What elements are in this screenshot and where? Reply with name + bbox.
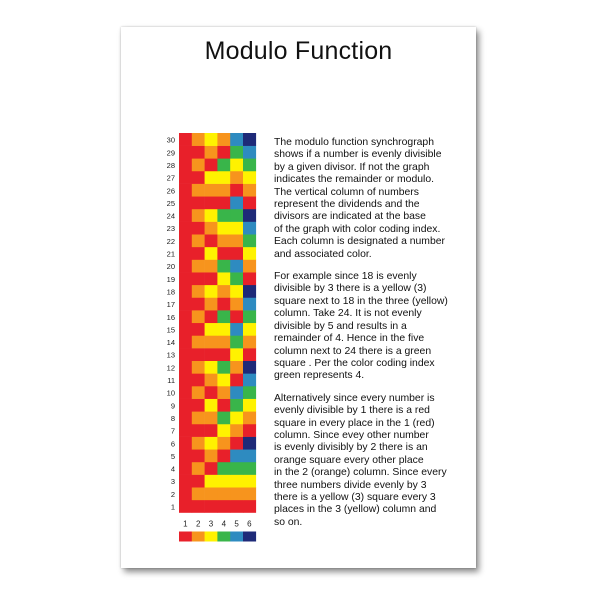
grid-cell (230, 260, 243, 273)
grid-cell (217, 209, 230, 222)
grid-cell (179, 424, 192, 437)
row-label: 12 (166, 363, 175, 373)
grid-cell (217, 487, 230, 500)
grid-cell (217, 234, 230, 247)
grid-cell (179, 133, 192, 146)
grid-cell (179, 437, 192, 450)
grid-cell (243, 222, 256, 235)
row-label: 19 (166, 274, 175, 284)
grid-cell (205, 297, 218, 310)
grid-cell (179, 297, 192, 310)
row-label: 8 (170, 413, 175, 423)
color-index-swatch (243, 532, 256, 542)
grid-cell (179, 335, 192, 348)
grid-cell (230, 234, 243, 247)
description-text (274, 137, 474, 539)
row-label: 1 (170, 502, 175, 512)
grid-cell (192, 247, 205, 260)
grid-cell (179, 272, 192, 285)
grid-cell (217, 386, 230, 399)
grid-cell (243, 399, 256, 412)
grid-cell (217, 310, 230, 323)
grid-cell (179, 475, 192, 488)
grid-cell (243, 297, 256, 310)
row-label: 7 (170, 426, 175, 436)
grid-cell (179, 462, 192, 475)
grid-cell (179, 386, 192, 399)
grid-cell (205, 272, 218, 285)
row-label: 2 (170, 489, 175, 499)
grid-cell (192, 449, 205, 462)
grid-cell (205, 146, 218, 159)
page-title: Modulo Function (204, 37, 393, 65)
column-label: 2 (195, 519, 201, 529)
grid-cell (179, 361, 192, 374)
grid-cell (217, 348, 230, 361)
grid-cell (243, 171, 256, 184)
row-label: 28 (166, 160, 175, 170)
grid-cell (230, 500, 243, 513)
grid-cell (179, 196, 192, 209)
grid-cell (230, 449, 243, 462)
row-label: 10 (166, 388, 175, 398)
grid-cell (217, 437, 230, 450)
color-index-swatch (230, 532, 243, 542)
grid-cell (192, 297, 205, 310)
grid-cell (192, 171, 205, 184)
grid-cell (205, 500, 218, 513)
grid-cell (179, 260, 192, 273)
paragraph-intro: The modulo function synchrograph shows if a number is evenly divisible by a given divisor. If not the graph indicates the remainder or modulo. The vertical column of numbers represent the dividends and the divisors are indicated at the base of the graph with color coding index. Each column is designated a number and associated color. (274, 137, 445, 260)
grid-cell (243, 133, 256, 146)
grid-cell (230, 424, 243, 437)
info-card (121, 27, 476, 568)
grid-cell (179, 310, 192, 323)
grid-cell (243, 146, 256, 159)
grid-cell (243, 462, 256, 475)
grid-cell (217, 222, 230, 235)
grid-cell (205, 361, 218, 374)
grid-cell (205, 386, 218, 399)
grid-cell (205, 133, 218, 146)
grid-cell (179, 487, 192, 500)
grid-cell (179, 234, 192, 247)
grid-cell (217, 449, 230, 462)
grid-cell (217, 146, 230, 159)
grid-cell (205, 373, 218, 386)
grid-cell (205, 399, 218, 412)
grid-cell (192, 399, 205, 412)
grid-cell (192, 500, 205, 513)
column-label: 6 (247, 519, 252, 529)
grid-cell (205, 234, 218, 247)
row-label: 22 (166, 236, 175, 246)
grid-cell (179, 500, 192, 513)
grid-cell (217, 335, 230, 348)
grid-cell (230, 222, 243, 235)
row-label: 9 (170, 401, 175, 411)
grid-cell (205, 462, 218, 475)
grid-cell (243, 373, 256, 386)
grid-cell (243, 475, 256, 488)
grid-cell (230, 475, 243, 488)
grid-cell (230, 373, 243, 386)
grid-cell (230, 184, 243, 197)
grid-cell (192, 424, 205, 437)
grid-cell (205, 285, 218, 298)
grid-cell (230, 272, 243, 285)
grid-cell (230, 297, 243, 310)
grid-cell (205, 437, 218, 450)
grid-cell (217, 399, 230, 412)
grid-cell (243, 234, 256, 247)
grid-cell (205, 247, 218, 260)
grid-cell (243, 272, 256, 285)
paragraph-alternative: Alternatively since every number is evenly divisible by 1 there is a red square in every place in the 1 (red) column. Since evey other number is evenly divisibly by 2 there is an orange square every other place in the 2 (orange) column. Since every three numbers divide evenly by 3 there is a yellow (3) square every 3 places in the 3 (yellow) column and so on. (274, 392, 447, 528)
grid-cell (217, 171, 230, 184)
grid-cell (243, 335, 256, 348)
grid-cell (192, 158, 205, 171)
grid-cell (179, 209, 192, 222)
row-label: 3 (170, 477, 175, 487)
grid-cell (243, 411, 256, 424)
grid-cell (217, 462, 230, 475)
grid-cell (243, 184, 256, 197)
row-label: 30 (166, 135, 175, 145)
grid-cell (179, 171, 192, 184)
grid-cell (192, 209, 205, 222)
grid-cell (192, 260, 205, 273)
row-label: 13 (166, 350, 175, 360)
grid-cell (230, 399, 243, 412)
color-index-swatch (205, 532, 218, 542)
grid-cell (230, 335, 243, 348)
grid-cell (217, 475, 230, 488)
grid-cell (230, 462, 243, 475)
grid-cell (179, 399, 192, 412)
grid-cell (243, 487, 256, 500)
grid-cell (205, 424, 218, 437)
grid-cell (230, 209, 243, 222)
grid-cell (243, 260, 256, 273)
grid-cell (205, 335, 218, 348)
grid-cell (192, 462, 205, 475)
grid-cell (205, 209, 218, 222)
grid-cell (205, 348, 218, 361)
grid-cell (192, 437, 205, 450)
grid-cell (217, 411, 230, 424)
grid-cell (192, 234, 205, 247)
grid-cell (192, 133, 205, 146)
row-label: 4 (170, 464, 175, 474)
grid-cell (192, 335, 205, 348)
grid-cell (230, 133, 243, 146)
grid-cell (192, 196, 205, 209)
grid-cell (205, 184, 218, 197)
grid-cell (217, 424, 230, 437)
row-label: 18 (166, 287, 175, 297)
grid-cell (179, 323, 192, 336)
grid-cell (179, 449, 192, 462)
grid-cell (205, 196, 218, 209)
grid-cell (243, 209, 256, 222)
grid-cell (205, 475, 218, 488)
grid-cell (179, 158, 192, 171)
paragraph-example: For example since 18 is evenly divisible by 3 there is a yellow (3) square next to 18 in the three (yellow) column. Take 24. It is not evenly divisible by 5 and results in a remainder of 4. Hence in the five column next to 24 there is a green square . Per the color coding index green represents 4. (274, 271, 448, 382)
grid-cell (217, 373, 230, 386)
grid-cell (179, 348, 192, 361)
grid-cell (243, 437, 256, 450)
grid-cell (230, 411, 243, 424)
row-label: 29 (166, 148, 175, 158)
grid-cell (192, 146, 205, 159)
grid-cell (230, 323, 243, 336)
grid-cell (217, 184, 230, 197)
grid-cell (243, 348, 256, 361)
grid-cell (243, 310, 256, 323)
grid-cell (243, 424, 256, 437)
grid-cell (205, 323, 218, 336)
grid-cell (205, 411, 218, 424)
row-label: 17 (166, 300, 175, 310)
row-label: 14 (166, 338, 175, 348)
row-label: 5 (170, 451, 175, 461)
grid-cell (217, 247, 230, 260)
color-index-swatch (217, 532, 230, 542)
grid-cell (243, 361, 256, 374)
grid-cell (205, 171, 218, 184)
grid-cell (217, 361, 230, 374)
grid-cell (230, 171, 243, 184)
grid-cell (217, 133, 230, 146)
grid-cell (179, 285, 192, 298)
row-label: 25 (166, 198, 175, 208)
column-label: 1 (183, 519, 188, 529)
column-label: 5 (234, 519, 239, 529)
grid-cell (243, 386, 256, 399)
grid-cell (230, 285, 243, 298)
grid-cell (217, 500, 230, 513)
grid-cell (243, 285, 256, 298)
grid-cell (217, 196, 230, 209)
grid-cell (230, 310, 243, 323)
grid-cell (230, 386, 243, 399)
grid-cell (205, 487, 218, 500)
row-label: 20 (166, 262, 175, 272)
grid-cell (192, 348, 205, 361)
grid-cell (205, 310, 218, 323)
grid-cell (179, 411, 192, 424)
row-label: 6 (170, 439, 175, 449)
grid-cell (205, 222, 218, 235)
grid-cell (179, 373, 192, 386)
grid-cell (217, 297, 230, 310)
grid-cell (205, 449, 218, 462)
grid-cell (230, 487, 243, 500)
color-index-swatch (179, 532, 192, 542)
row-label: 27 (166, 173, 175, 183)
grid-cell (230, 196, 243, 209)
grid-cell (192, 373, 205, 386)
grid-cell (217, 272, 230, 285)
grid-cell (192, 411, 205, 424)
grid-cell (192, 475, 205, 488)
color-index-swatch (192, 532, 205, 542)
grid-cell (192, 285, 205, 298)
grid-cell (243, 449, 256, 462)
grid-cell (217, 285, 230, 298)
row-label: 15 (166, 325, 175, 335)
grid-cell (192, 323, 205, 336)
grid-cell (179, 184, 192, 197)
grid-cell (230, 348, 243, 361)
grid-cell (192, 361, 205, 374)
grid-cell (230, 361, 243, 374)
grid-cell (179, 222, 192, 235)
grid-cell (217, 158, 230, 171)
grid-cell (192, 184, 205, 197)
row-label: 24 (166, 211, 175, 221)
grid-cell (243, 500, 256, 513)
grid-cell (230, 158, 243, 171)
column-label: 4 (221, 519, 227, 529)
grid-cell (192, 386, 205, 399)
grid-cell (205, 158, 218, 171)
grid-cell (243, 247, 256, 260)
grid-cell (192, 222, 205, 235)
grid-cell (243, 196, 256, 209)
grid-cell (217, 260, 230, 273)
row-label: 23 (166, 224, 175, 234)
grid-cell (205, 260, 218, 273)
grid-cell (192, 310, 205, 323)
grid-cell (179, 146, 192, 159)
column-label: 3 (208, 519, 214, 529)
grid-cell (179, 247, 192, 260)
row-label: 26 (166, 186, 175, 196)
grid-cell (230, 437, 243, 450)
row-label: 16 (166, 312, 175, 322)
row-label: 21 (166, 249, 175, 259)
grid-cell (230, 146, 243, 159)
grid-cell (243, 158, 256, 171)
grid-cell (192, 272, 205, 285)
row-label: 11 (167, 376, 175, 385)
grid-cell (192, 487, 205, 500)
grid-cell (217, 323, 230, 336)
grid-cell (243, 323, 256, 336)
grid-cell (230, 247, 243, 260)
